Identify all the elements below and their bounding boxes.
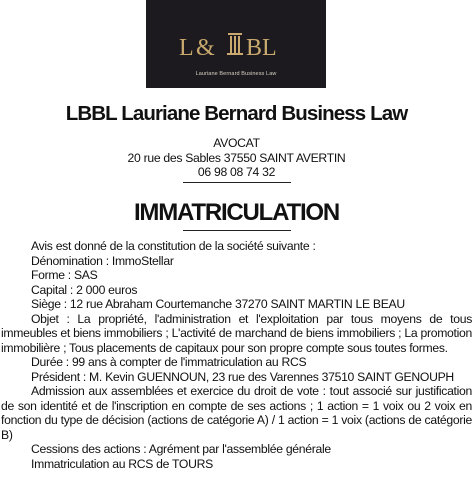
notice-paragraph: Siège : 12 rue Abraham Courtemanche 37270 SAINT MARTIN LE BEAU bbox=[31, 297, 405, 311]
notice-paragraph: Objet : La propriété, l'administration et l'exploitation par tous moyens de tous immeubles et biens immobiliers ; L'activité de marchand de biens immobiliers ; La promotion immobilière ; Tous placements de capitaux pour son propre compte sous toutes formes. bbox=[1, 311, 472, 355]
notice-body bbox=[1, 239, 472, 471]
firm-address: 20 rue des Sables 37550 SAINT AVERTIN bbox=[127, 150, 346, 165]
notice-paragraph: Cessions des actions : Agrément par l'assemblée générale bbox=[31, 442, 331, 456]
firm-logo bbox=[146, 0, 326, 88]
notice-paragraph: Capital : 2 000 euros bbox=[31, 282, 138, 297]
svg-text:L: L bbox=[179, 35, 194, 61]
logo-tagline: Lauriane Bernard Business Law bbox=[195, 71, 277, 77]
svg-text:&: & bbox=[196, 35, 215, 61]
title-divider-top bbox=[183, 182, 291, 183]
notice-paragraph: Forme : SAS bbox=[31, 268, 98, 282]
notice-title: IMMATRICULATION bbox=[133, 199, 340, 226]
notice-paragraph: Admission aux assemblées et exercice du droit de vote : tout associé sur justification de son identité et de l'inscription en compte de ses actions ; 1 action = 1 voix ou 2 voix en fonction du type de décision (actions de catégorie A) / 1 action = 1 voix (actions de catégorie B) bbox=[1, 384, 472, 442]
notice-paragraph: Immatriculation au RCS de TOURS bbox=[31, 456, 213, 471]
notice-paragraph: Dénomination : ImmoStellar bbox=[31, 253, 174, 268]
notice-paragraph: Avis est donné de la constitution de la société suivante : bbox=[31, 239, 316, 253]
notice-paragraph: Durée : 99 ans à compter de l'immatriculation au RCS bbox=[31, 355, 307, 369]
svg-text:BL: BL bbox=[246, 35, 277, 61]
firm-name: LBBL Lauriane Bernard Business Law bbox=[65, 102, 408, 125]
notice-paragraph: Président : M. Kevin GUENNOUN, 23 rue des Varennes 37510 SAINT GENOUPH bbox=[31, 369, 454, 384]
firm-phone: 06 98 08 74 32 bbox=[197, 165, 276, 179]
firm-role: AVOCAT bbox=[213, 136, 260, 150]
title-divider-bottom bbox=[183, 230, 291, 231]
firm-contact-block bbox=[0, 136, 473, 180]
